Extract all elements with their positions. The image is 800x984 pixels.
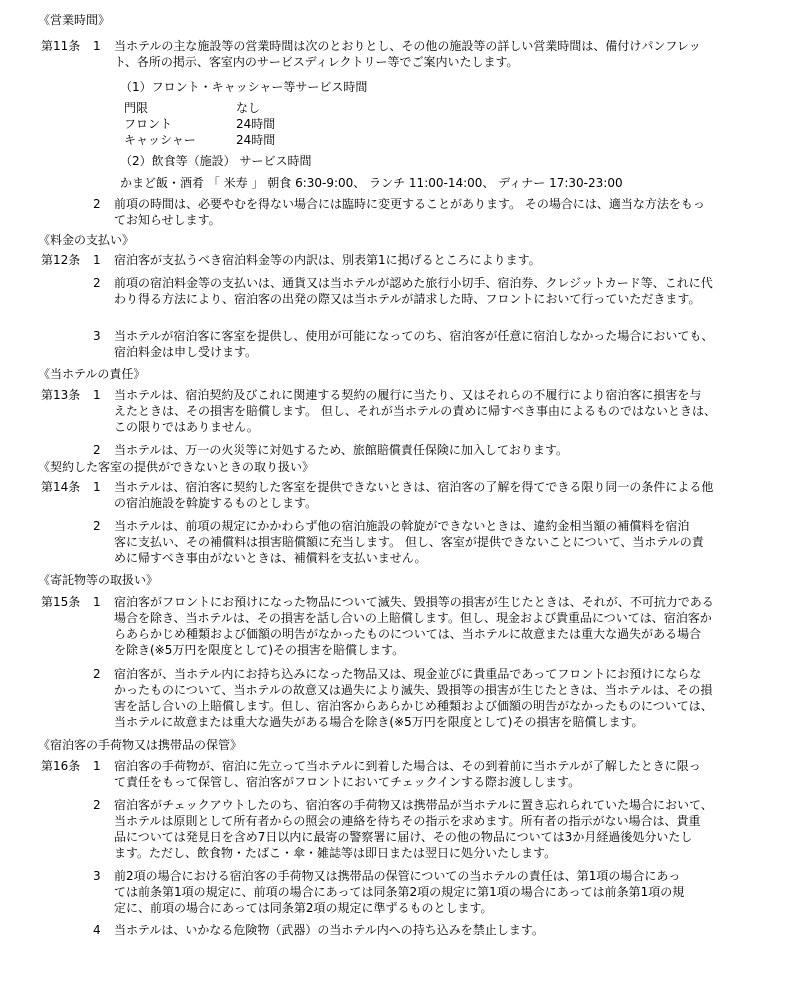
dining-hours: かまど飯・酒肴 「 米寿 」 朝食 6:30-9:00、 ランチ 11:00-14:00、 ディナー 17:30-23:00 [120,176,623,190]
paragraph-number: 1 [93,253,101,267]
article-number: 第13条 [41,388,81,402]
article-number: 第12条 [41,253,81,267]
paragraph-line: 当ホテルの主な施設等の営業時間は次のとおりとし、その他の施設等の詳しい営業時間は、備付けパンフレッ [114,39,701,53]
paragraph-line: の宿泊施設を斡旋するものとします。 [114,496,318,510]
paragraph-number: 1 [93,480,101,494]
paragraph-number: 2 [93,197,101,211]
paragraph-line: て責任をもって保管し、宿泊客がフロントにおいてチェックインする際お渡しします。 [114,775,581,789]
paragraph-line: 宿泊料金は申し受けます。 [114,345,258,359]
paragraph-line: めに帰すべき事由がないときは、補償料を支払いません。 [114,551,427,565]
article-number: 第14条 [41,480,81,494]
paragraph-line: 定に、前項の場合にあっては同条第2項の規定に準ずるものとします。 [114,901,493,915]
hours-label: 門限 [124,101,149,115]
paragraph-line: 客に支払い、その補償料は損害賠償額に充当します。 但し、客室が提供できないことについて、当ホテルの責 [114,535,704,549]
paragraph-line: 品については発見日を含め7日以内に最寄の警察署に届け、その他の物品については3か月経過後処分いたし [114,830,693,844]
paragraph-line: 宿泊客の手荷物が、宿泊に先立って当ホテルに到着した場合は、その到着前に当ホテルが了解したときに限っ [114,759,701,773]
subsection-title: （2）飲食等（施設） サービス時間 [120,154,312,168]
paragraph-line: 当ホテルが宿泊客に客室を提供し、使用が可能になってのち、宿泊客が任意に宿泊しなかった場合においても、 [114,329,714,343]
paragraph-line: 場合を除き、当ホテルは、その損害を話し合いの上賠償します。但し、現金および貴重品については、宿泊客か [114,611,712,625]
section-heading: 《営業時間》 [38,13,111,27]
paragraph-line: 前項の宿泊料金等の支払いは、通貨又は当ホテルが認めた旅行小切手、宿泊券、クレジットカード等、これに代 [114,276,713,290]
paragraph-number: 1 [93,39,101,53]
article-number: 第16条 [41,759,81,773]
paragraph-number: 2 [93,443,101,457]
paragraph-line: 宿泊客がチェックアウトしたのち、宿泊客の手荷物又は携帯品が当ホテルに置き忘れられていた場合において、 [114,798,713,812]
paragraph-line: ます。ただし、飲食物・たばこ・傘・雑誌等は即日または翌日に処分いたします。 [114,846,557,860]
paragraph-line: 当ホテルは、いかなる危険物（武器）の当ホテル内への持ち込みを禁止します。 [114,923,544,937]
paragraph-number: 2 [93,519,101,533]
section-heading: 《当ホテルの責任》 [38,367,146,381]
paragraph-number: 2 [93,798,101,812]
paragraph-number: 1 [93,595,101,609]
paragraph-line: 当ホテルは、万一の火災等に対処するため、旅館賠償責任保険に加入しております。 [114,443,568,457]
paragraph-line: かったものについて、当ホテルの故意又は過失により滅失、毀損等の損害が生じたときは、当ホテルは、その損 [114,683,713,697]
paragraph-line: てお知らせします。 [114,213,221,227]
paragraph-line: この限りではありません。 [114,420,259,434]
paragraph-number: 4 [93,923,101,937]
paragraph-line: 当ホテルは、宿泊契約及びこれに関連する契約の履行に当たり、又はそれらの不履行により宿泊客に損害を与 [114,388,702,402]
paragraph-number: 3 [93,329,101,343]
paragraph-line: 宿泊客が、当ホテル内にお持ち込みになった物品又は、現金並びに貴重品であってフロントにお預けにならな [114,667,702,681]
hours-value: 24時間 [236,133,276,147]
section-heading: 《宿泊客の手荷物又は携帯品の保管》 [38,738,243,752]
paragraph-number: 1 [93,388,101,402]
paragraph-number: 2 [93,276,101,290]
section-heading: 《寄託物等の取扱い》 [38,573,159,587]
hours-value: なし [236,101,261,115]
paragraph-line: えたときは、その損害を賠償します。 但し、それが当ホテルの責めに帰すべき事由によるものではないときは、 [114,404,717,418]
paragraph-line: 宿泊客が支払うべき宿泊料金等の内訳は、別表第1に掲げるところによります。 [114,253,541,267]
paragraph-line: 当ホテルは原則として所有者からの照会の連絡を待ちその指示を求めます。所有者の指示がない場合は、貴重 [114,814,701,828]
paragraph-line: ト、各所の掲示、客室内のサービスディレクトリー等でご案内いたします。 [114,55,519,69]
paragraph-line: わり得る方法により、宿泊客の出発の際又は当ホテルが請求した時、フロントにおいて行っていただきます。 [114,292,701,306]
paragraph-line: 当ホテルに故意または重大な過失がある場合を除き(※5万円を限度として)その損害を賠償します。 [114,715,644,729]
paragraph-line: 前2項の場合における宿泊客の手荷物又は携帯品の保管についての当ホテルの責任は、第1項の場合にあっ [114,869,681,883]
paragraph-line: 当ホテルは、前項の規定にかかわらず他の宿泊施設の斡旋ができないときは、違約金相当額の補償料を宿泊 [114,519,690,533]
article-number: 第15条 [41,595,81,609]
paragraph-line: 宿泊客がフロントにお預けになった物品について滅失、毀損等の損害が生じたときは、それが、不可抗力である [114,595,714,609]
subsection-title: （1）フロント・キャッシャー等サービス時間 [120,80,368,94]
paragraph-line: 前項の時間は、必要やむを得ない場合には臨時に変更することがあります。 その場合には、適当な方法をもっ [114,197,705,211]
paragraph-line: らあらかじめ種類および価額の明告がなかったものについては、当ホテルに故意または重大な過失がある場合 [114,627,702,641]
hours-label: フロント [124,117,173,131]
hours-label: キャッシャー [124,133,196,147]
hours-value: 24時間 [236,117,276,131]
paragraph-line: を除き(※5万円を限度として)その損害を賠償します。 [114,643,405,657]
paragraph-number: 3 [93,869,101,883]
paragraph-line: 害を話し合いの上賠償します。但し、宿泊客からあらかじめ種類および価額の明告がなかったものについては、 [114,699,713,713]
paragraph-number: 2 [93,667,101,681]
paragraph-line: 当ホテルは、宿泊客に契約した客室を提供できないときは、宿泊客の了解を得てできる限り同一の条件による他 [114,480,714,494]
article-number: 第11条 [41,39,81,53]
section-heading: 《料金の支払い》 [38,233,135,247]
section-heading: 《契約した客室の提供ができないときの取り扱い》 [38,460,315,474]
paragraph-number: 1 [93,759,101,773]
paragraph-line: ては前条第1項の規定に、前項の場合にあっては同条第2項の規定に第1項の場合にあっては前条第1項の規 [114,885,685,899]
